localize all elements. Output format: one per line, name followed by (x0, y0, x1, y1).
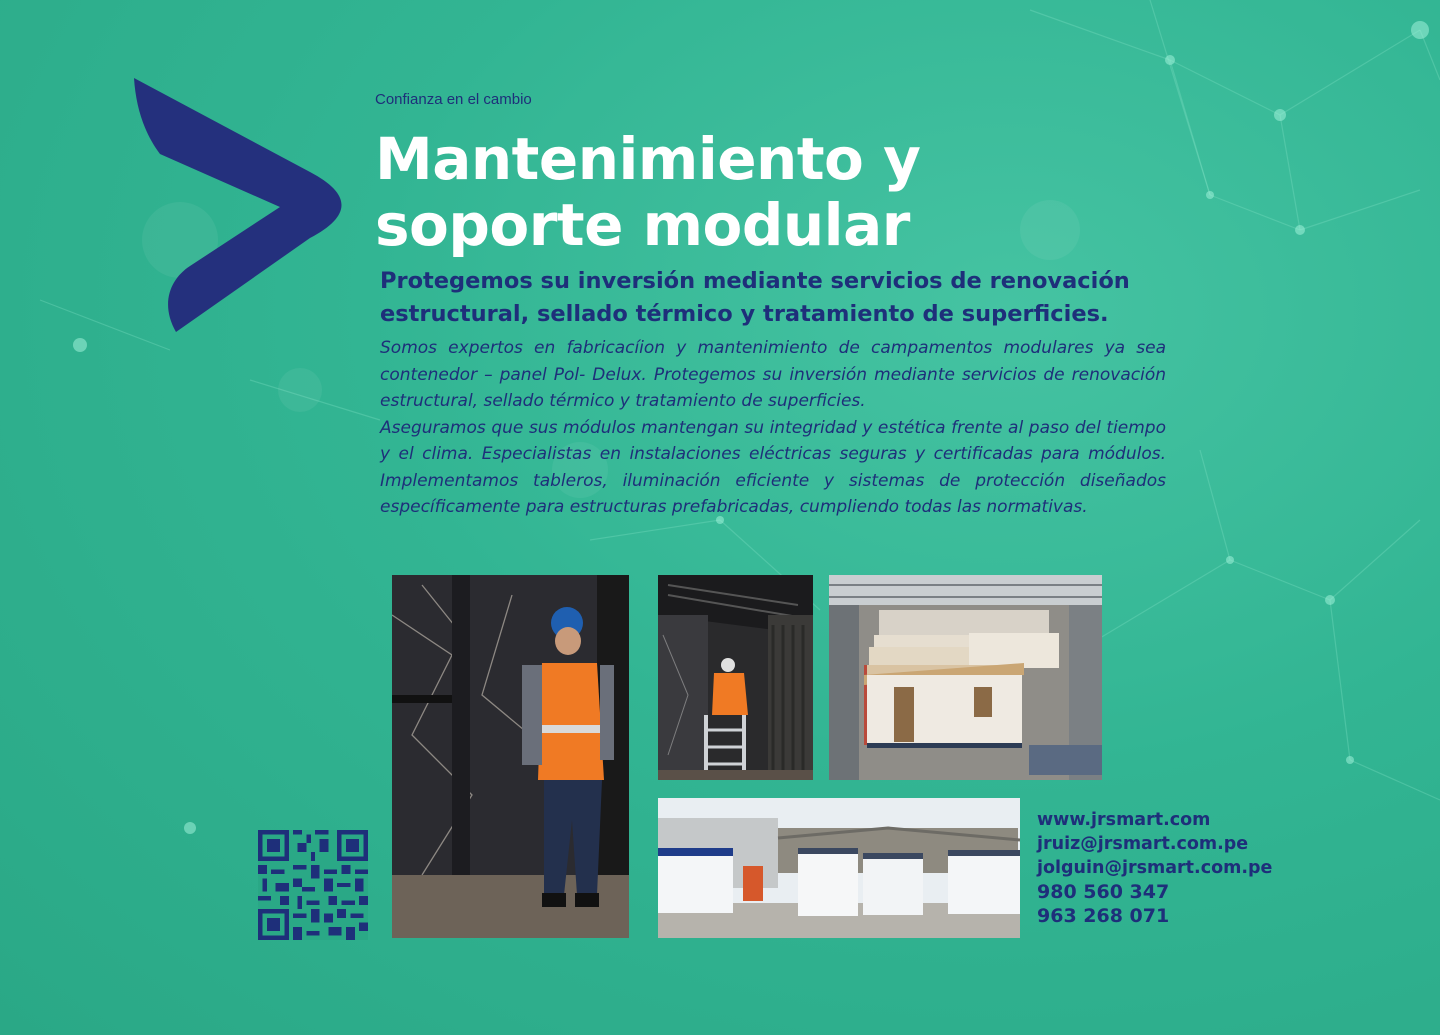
photo-yard-modules (658, 798, 1020, 938)
body-text (380, 335, 1166, 521)
title-line-1: Mantenimiento y (375, 125, 921, 193)
photo-factory-modules (829, 575, 1102, 780)
body-paragraph: Aseguramos que sus módulos mantengan su integridad y estética frente al paso del tiempo y el clima. Especialistas en instalaciones eléctricas seguras y certificadas para módulos. Implementamos tableros, iluminación eficiente y sistemas de protección diseñados específicamente para estructuras prefabricadas, cumpliendo todas las normativas. (380, 417, 1166, 517)
email-link[interactable]: jolguin@jrsmart.com.pe (1037, 858, 1273, 878)
photo-worker (392, 575, 629, 938)
photo-container-interior (658, 575, 813, 780)
contact-block (1037, 808, 1272, 928)
phone-number[interactable]: 980 560 347 (1037, 881, 1170, 903)
qr-code-icon[interactable] (258, 830, 368, 940)
chevron-logo-icon (130, 74, 352, 336)
title-line-2: soporte modular (375, 191, 910, 259)
subtitle: Protegemos su inversión mediante servicios de renovación estructural, sellado térmico y tratamiento de superficies. (380, 268, 1130, 327)
email-link[interactable]: jruiz@jrsmart.com.pe (1037, 834, 1249, 854)
tagline: Confianza en el cambio (375, 91, 532, 108)
phone-number[interactable]: 963 268 071 (1037, 905, 1170, 927)
website-link[interactable]: www.jrsmart.com (1037, 810, 1211, 830)
page-title (375, 126, 920, 258)
body-paragraph: Somos expertos en fabricacíion y mantenimiento de campamentos modulares ya sea contenedor – panel Pol- Delux. Protegemos su inversión mediante servicios de renovación estructural, sellado térmico y tratamiento de superficies. (380, 338, 1166, 411)
